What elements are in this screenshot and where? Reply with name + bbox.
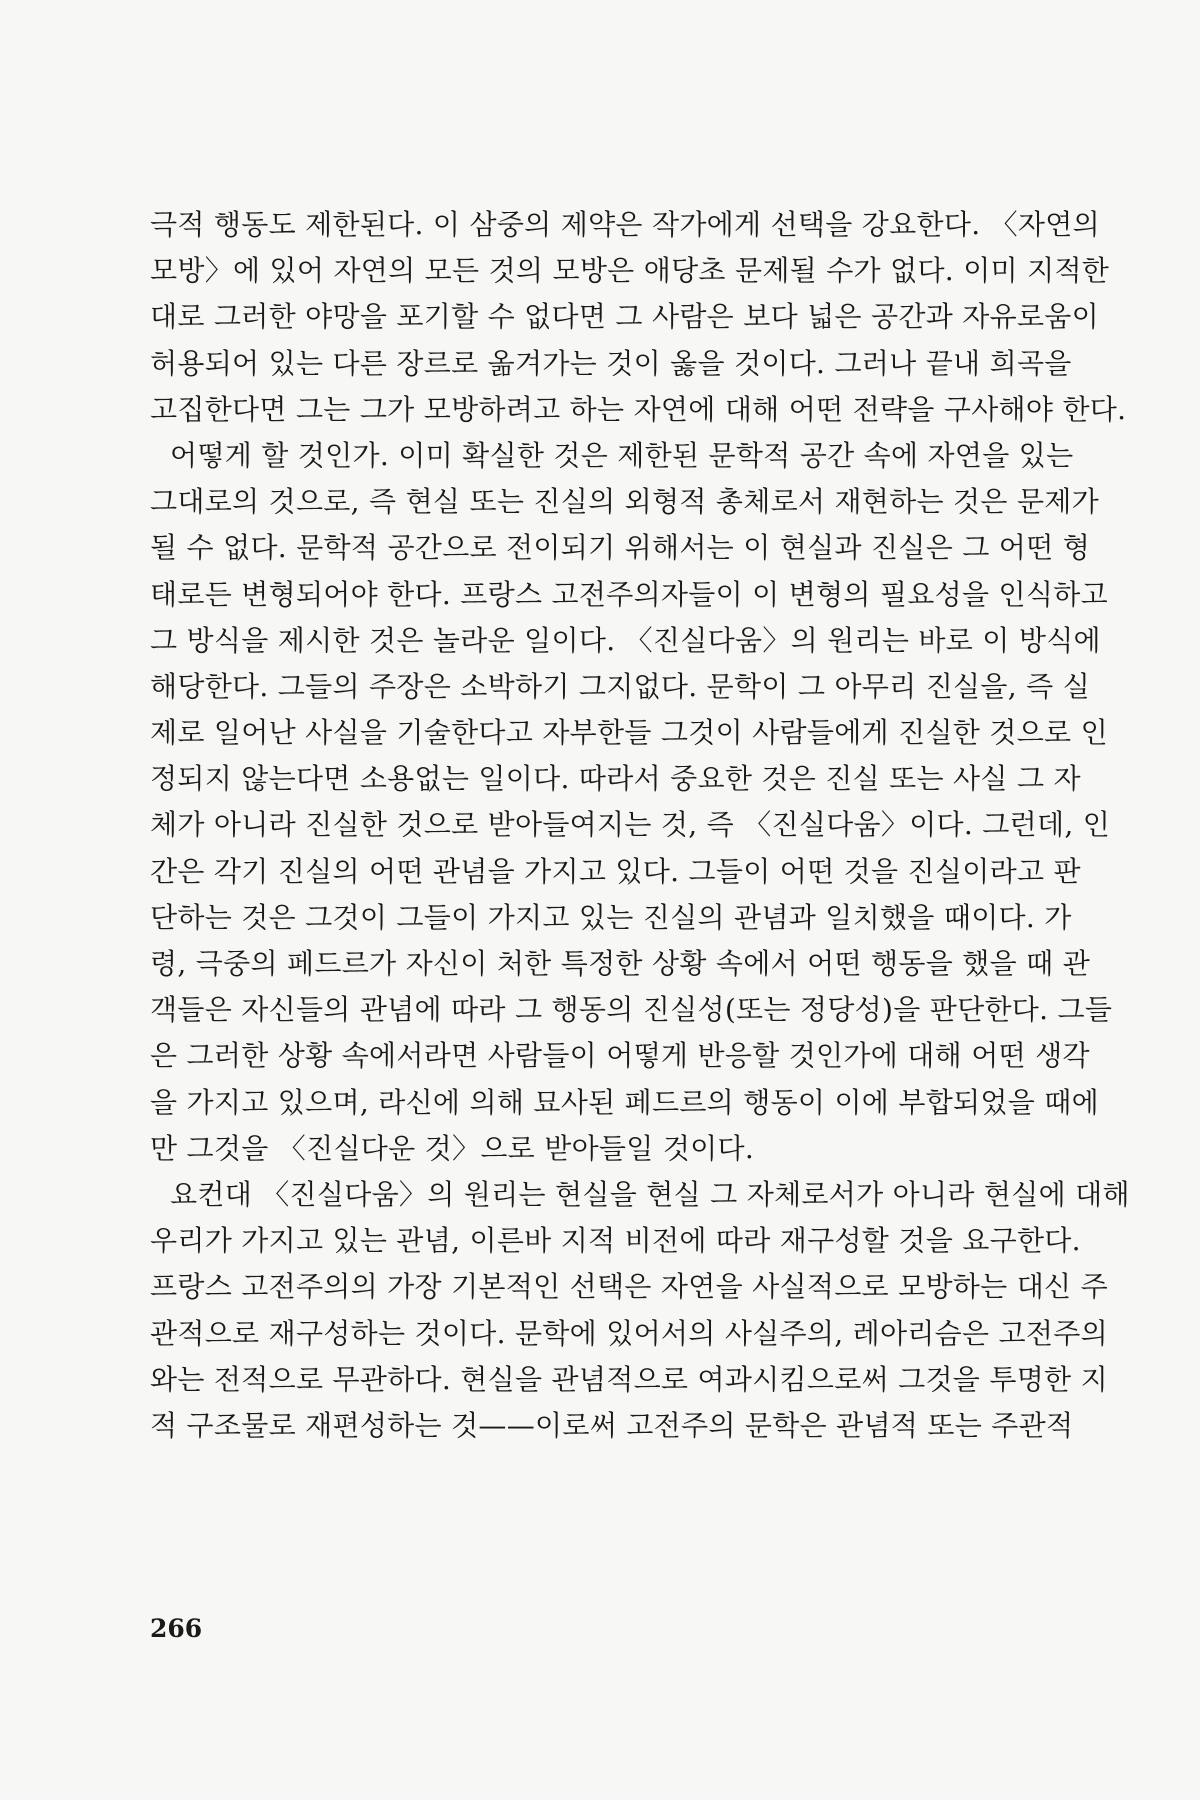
text-line: 요컨대 〈진실다움〉의 원리는 현실을 현실 그 자체로서가 아니라 현실에 대해 (170, 1177, 1130, 1211)
text-line: 관적으로 재구성하는 것이다. 문학에 있어서의 사실주의, 레아리슴은 고전주의 (150, 1316, 1108, 1350)
body-text (150, 202, 1130, 1449)
text-line: 어떻게 할 것인가. 이미 확실한 것은 제한된 문학적 공간 속에 자연을 있는 (170, 438, 1074, 472)
text-line: 허용되어 있는 다른 장르로 옮겨가는 것이 옳을 것이다. 그러나 끝내 희곡을 (150, 346, 1072, 380)
text-line: 대로 그러한 야망을 포기할 수 없다면 그 사람은 보다 넓은 공간과 자유로움이 (150, 300, 1099, 334)
text-line: 우리가 가지고 있는 관념, 이른바 지적 비전에 따라 재구성할 것을 요구한다. (150, 1224, 1081, 1258)
text-line: 극적 행동도 제한된다. 이 삼중의 제약은 작가에게 선택을 강요한다. 〈자연의 (150, 208, 1100, 241)
text-line: 적 구조물로 재편성하는 것——이로써 고전주의 문학은 관념적 또는 주관적 (150, 1408, 1074, 1442)
text-line: 제로 일어난 사실을 기술한다고 자부한들 그것이 사람들에게 진실한 것으로 인 (150, 716, 1108, 750)
text-line: 을 가지고 있으며, 라신에 의해 묘사된 페드르의 행동이 이에 부합되었을 때에 (150, 1085, 1099, 1119)
text-line: 모방〉에 있어 자연의 모든 것의 모방은 애당초 문제될 수가 없다. 이미 지적한 (150, 254, 1110, 288)
text-line: 해당한다. 그들의 주장은 소박하기 그지없다. 문학이 그 아무리 진실을, 즉 실 (150, 669, 1091, 703)
text-line: 고집한다면 그는 그가 모방하려고 하는 자연에 대해 어떤 전략을 구사해야 한다. (150, 392, 1127, 426)
text-line: 간은 각기 진실의 어떤 관념을 가지고 있다. 그들이 어떤 것을 진실이라고 판 (150, 854, 1081, 888)
page-number: 266 (150, 1614, 203, 1643)
text-line: 그대로의 것으로, 즉 현실 또는 진실의 외형적 총체로서 재현하는 것은 문제가 (150, 485, 1099, 519)
text-line: 만 그것을 〈진실다운 것〉으로 받아들일 것이다. (150, 1131, 755, 1165)
text-line: 태로든 변형되어야 한다. 프랑스 고전주의자들이 이 변형의 필요성을 인식하고 (150, 577, 1108, 611)
text-line: 령, 극중의 페드르가 자신이 처한 특정한 상황 속에서 어떤 행동을 했을 때 관 (150, 947, 1091, 980)
text-line: 체가 아니라 진실한 것으로 받아들여지는 것, 즉 〈진실다움〉이다. 그런데, 인 (150, 808, 1111, 842)
text-line: 단하는 것은 그것이 그들이 가지고 있는 진실의 관념과 일치했을 때이다. 가 (150, 900, 1072, 934)
text-line: 프랑스 고전주의의 가장 기본적인 선택은 자연을 사실적으로 모방하는 대신 주 (150, 1270, 1108, 1304)
text-line: 은 그러한 상황 속에서라면 사람들이 어떻게 반응할 것인가에 대해 어떤 생각 (150, 1039, 1090, 1073)
text-line: 와는 전적으로 무관하다. 현실을 관념적으로 여과시킴으로써 그것을 투명한 지 (150, 1362, 1108, 1396)
text-line: 객들은 자신들의 관념에 따라 그 행동의 진실성(또는 정당성)을 판단한다. 그들 (150, 993, 1113, 1027)
text-line: 정되지 않는다면 소용없는 일이다. 따라서 중요한 것은 진실 또는 사실 그 자 (150, 762, 1081, 796)
text-line: 그 방식을 제시한 것은 놀라운 일이다. 〈진실다움〉의 원리는 바로 이 방식에 (150, 623, 1101, 657)
text-line: 될 수 없다. 문학적 공간으로 전이되기 위해서는 이 현실과 진실은 그 어떤 형 (150, 531, 1091, 565)
